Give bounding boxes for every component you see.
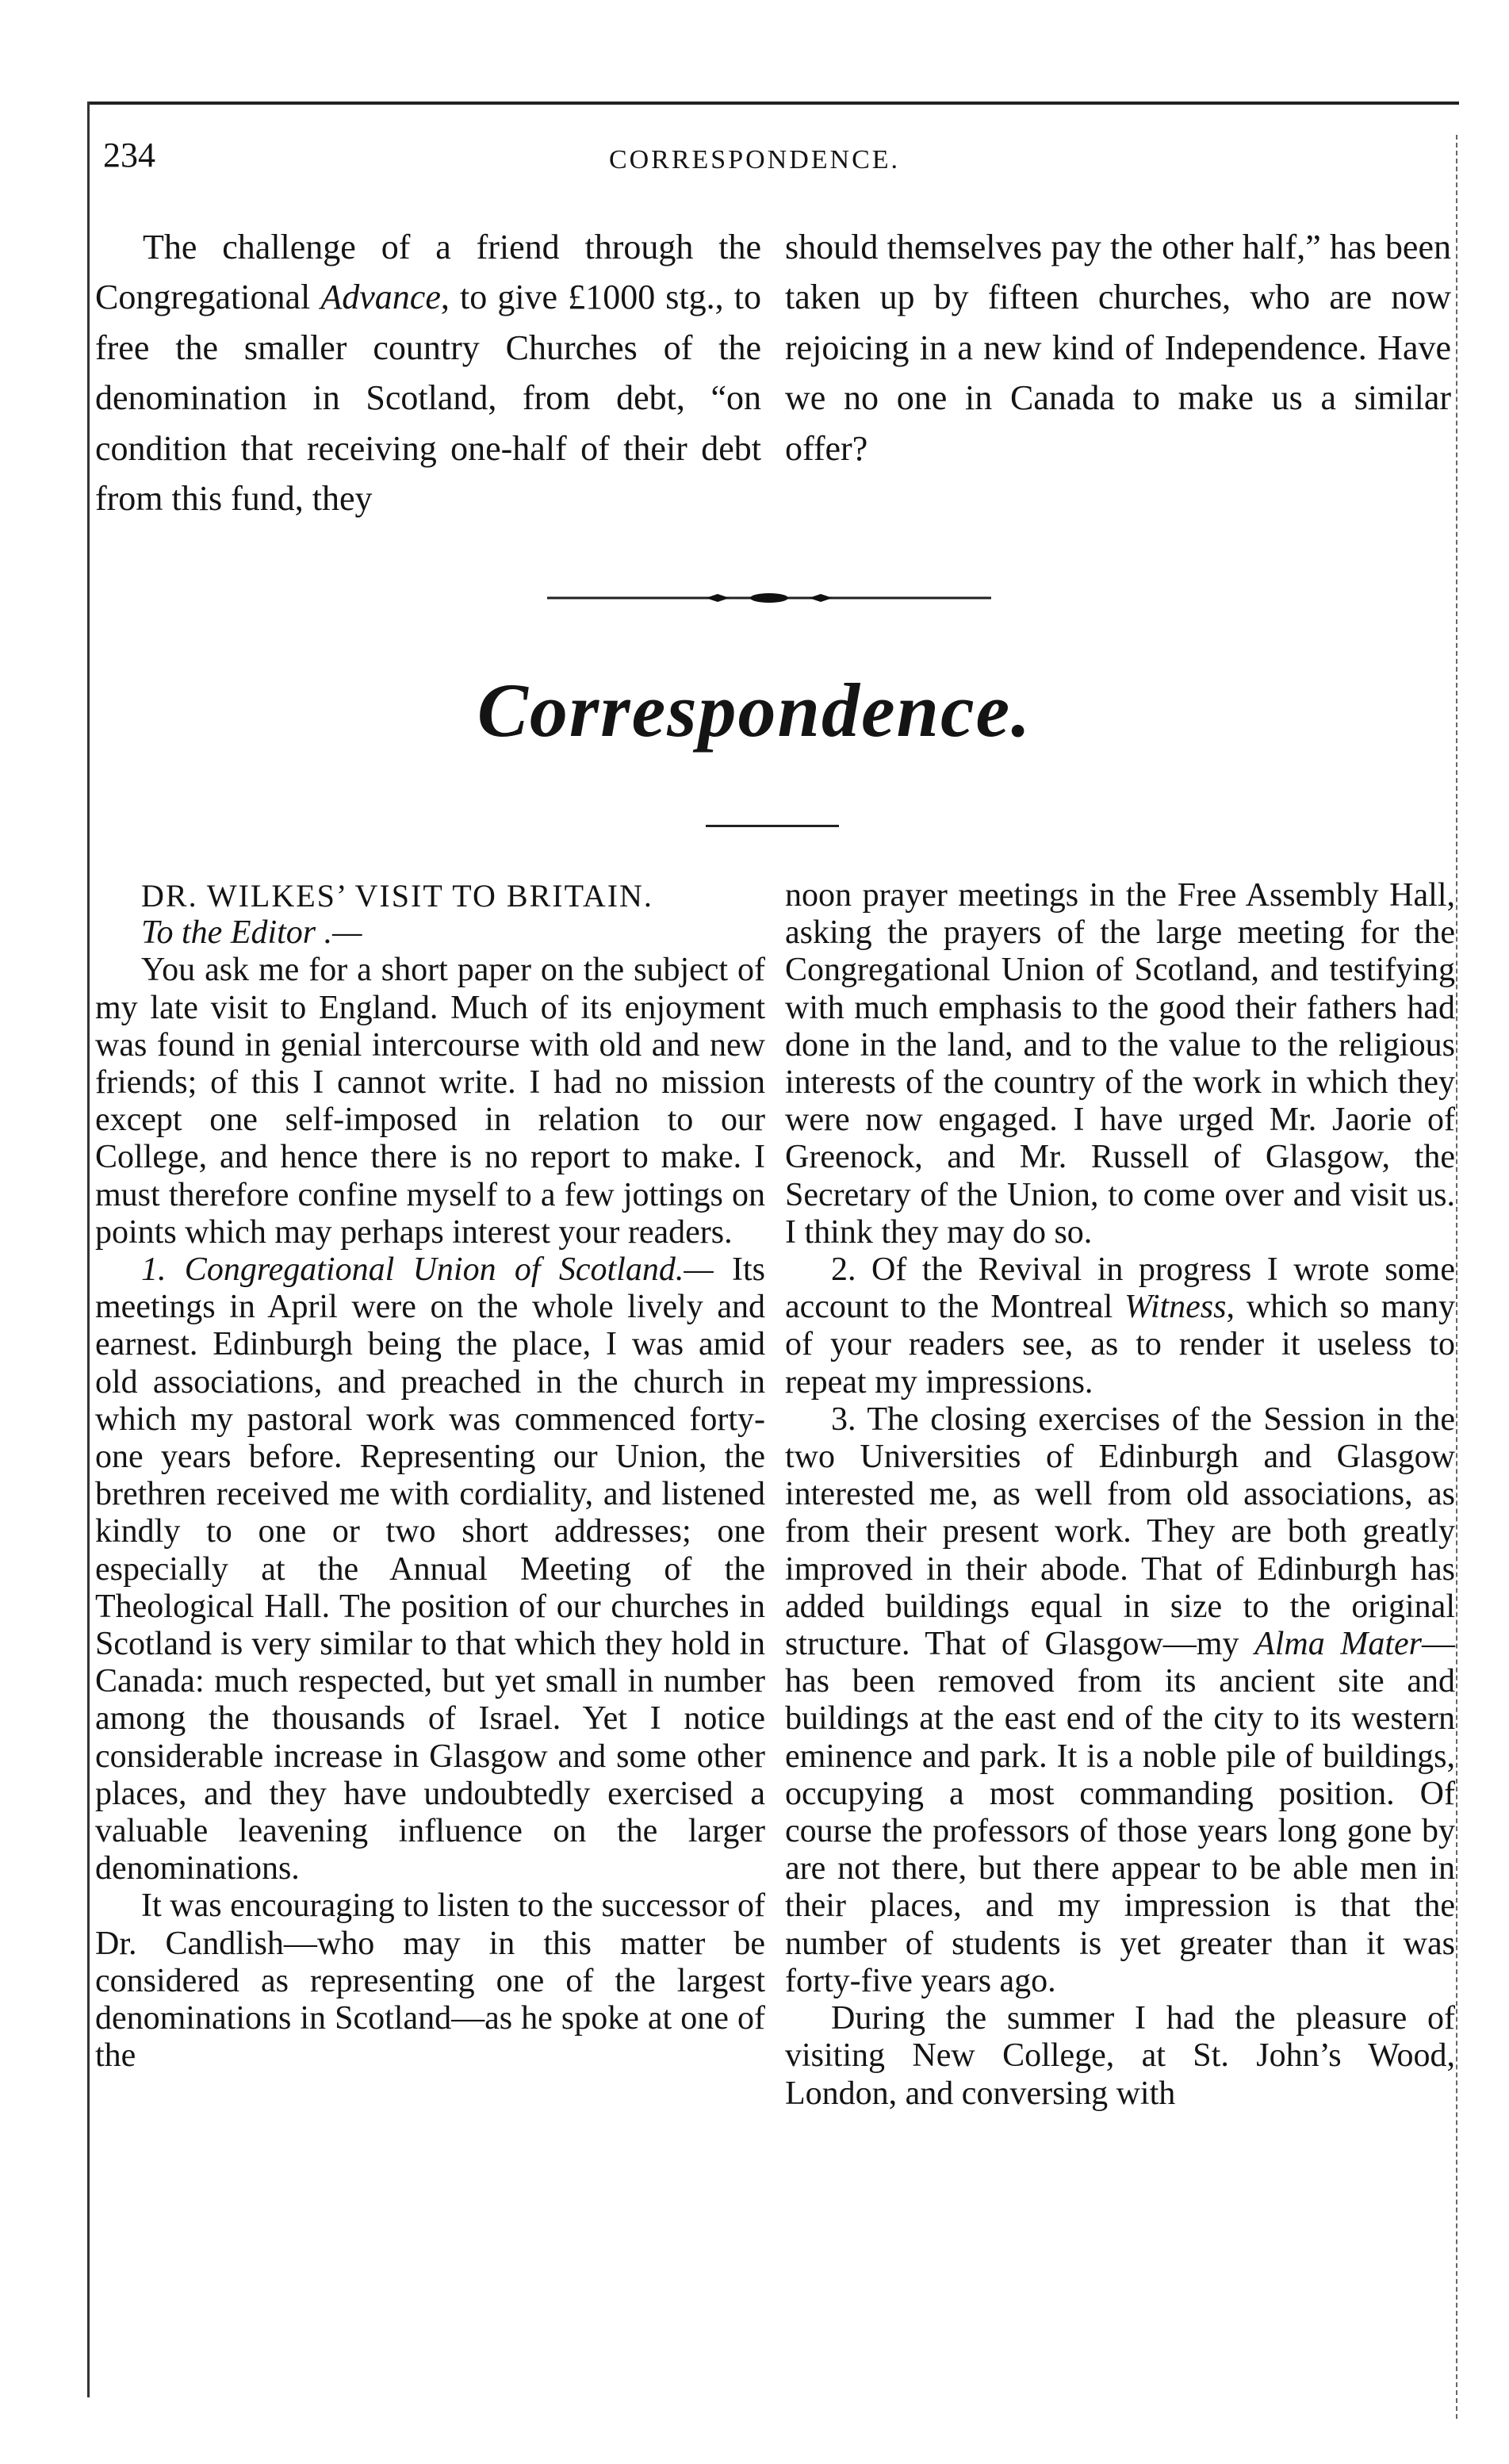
r2-text-a: 2. Of the Revival in progress I wrote some account to the Montreal [785,1251,1455,1326]
running-head: CORRESPONDENCE. [608,145,901,174]
heading-congregational-union: 1. Congregational Union of Scotland.— [141,1251,714,1289]
salutation: To the Editor .— [141,914,362,952]
article-column-right [785,877,1455,2113]
r3-text-b: —has been removed from its ancient site and buildings at the east end of the city to its western eminence and park. It is a noble pile of buildings, occupying a most commanding position. Of course the professors of those years long gone by are not there, but there appear to be able men in their places, and my impression is that the number of students is yet greater than it was forty-five years ago. [785,1626,1456,1999]
top-border-rule [87,102,1459,105]
short-divider-rule [706,825,839,827]
article-paragraph-r1: noon prayer meetings in the Free Assembly Hall, asking the prayers of the large meeting for the Congregational Union of Scotland, and testifying with much emphasis to the good their fathers had done in the land, and to the value to the religious interests of the country of the work in which they were now engaged. I have urged Mr. Jaorie of Greenock, and Mr. Russell of Glasgow, the Secretary of the Union, to come over and visit us. I think they may do so. [785,877,1455,1251]
intro-column-left [95,222,761,523]
italic-witness: Witness [1124,1289,1227,1326]
r3-text-a: 3. The closing exercises of the Session in the two Universities of Edinburgh and Glasgow interested me, as well from old associations, as from their present work. They are both greatly improved in their abode. That of Edinburgh has added buildings equal in size to the original structure. That of Glasgow—my [785,1401,1455,1663]
article-paragraph-1: You ask me for a short paper on the subject of my late visit to England. Much of its enjoyment was found in genial intercourse with old and new friends; of this I cannot write. I had no mission except one self-imposed in relation to our College, and hence there is no report to make. I must therefore confine myself to a few jottings on points which may perhaps interest your readers. [95,952,765,1251]
page-number: 234 [103,136,155,174]
intro-italic-advance: Advance [320,278,441,317]
intro-column-right [785,222,1451,473]
right-border-rule [1456,135,1457,2419]
article-paragraph-r2 [785,1251,1455,1401]
intro-paragraph-left [95,222,761,523]
italic-alma-mater: Alma Mater [1254,1626,1423,1663]
r2-text-b: , which so many of your readers see, as to render it useless to repeat my impressions. [785,1289,1456,1401]
article-column-left [95,877,765,2075]
ornamental-divider [547,592,991,604]
intro-text-left-b: , to give £1000 stg., to free the smaller country Churches of the denomination in Scotland, from debt, “on condition that receiving one-half of their debt from this fund, they [95,278,761,519]
article-paragraph-r4: During the summer I had the pleasure of visiting New College, at St. John’s Wood, London, and conversing with [785,2000,1455,2112]
article-paragraph-r3 [785,1401,1455,2000]
section-title: Correspondence. [477,668,1032,753]
article-title: DR. WILKES’ VISIT TO BRITAIN. [141,878,653,914]
intro-paragraph-right: should themselves pay the other half,” has been taken up by fifteen churches, who are now rejoicing in a new kind of Independence. Have we no one in Canada to make us a similar offer? [785,228,1451,468]
article-paragraph-3: It was encouraging to listen to the successor of Dr. Candlish—who may in this matter be considered as representing one of the largest denominations in Scotland—as he spoke at one of the [95,1887,765,2075]
intro-text-left-a: The challenge of a friend through the Congregational [95,228,761,317]
left-border-rule [87,102,90,2397]
article-paragraph-2-text: Its meetings in April were on the whole lively and earnest. Edinburgh being the place, I was amid old associations, and preached in the church in which my pastoral work was commenced forty-one years before. Representing our Union, the brethren received me with cordiality, and listened kindly to one or two short addresses; one especially at the Annual Meeting of the Theological Hall. The position of our churches in Scotland is very similar to that which they hold in Canada: much respected, but yet small in number among the thousands of Israel. Yet I notice considerable increase in Glasgow and some other places, and they have undoubtedly exercised a valuable leavening influence on the larger denominations. [95,1251,765,1887]
article-paragraph-2 [95,1251,765,1887]
